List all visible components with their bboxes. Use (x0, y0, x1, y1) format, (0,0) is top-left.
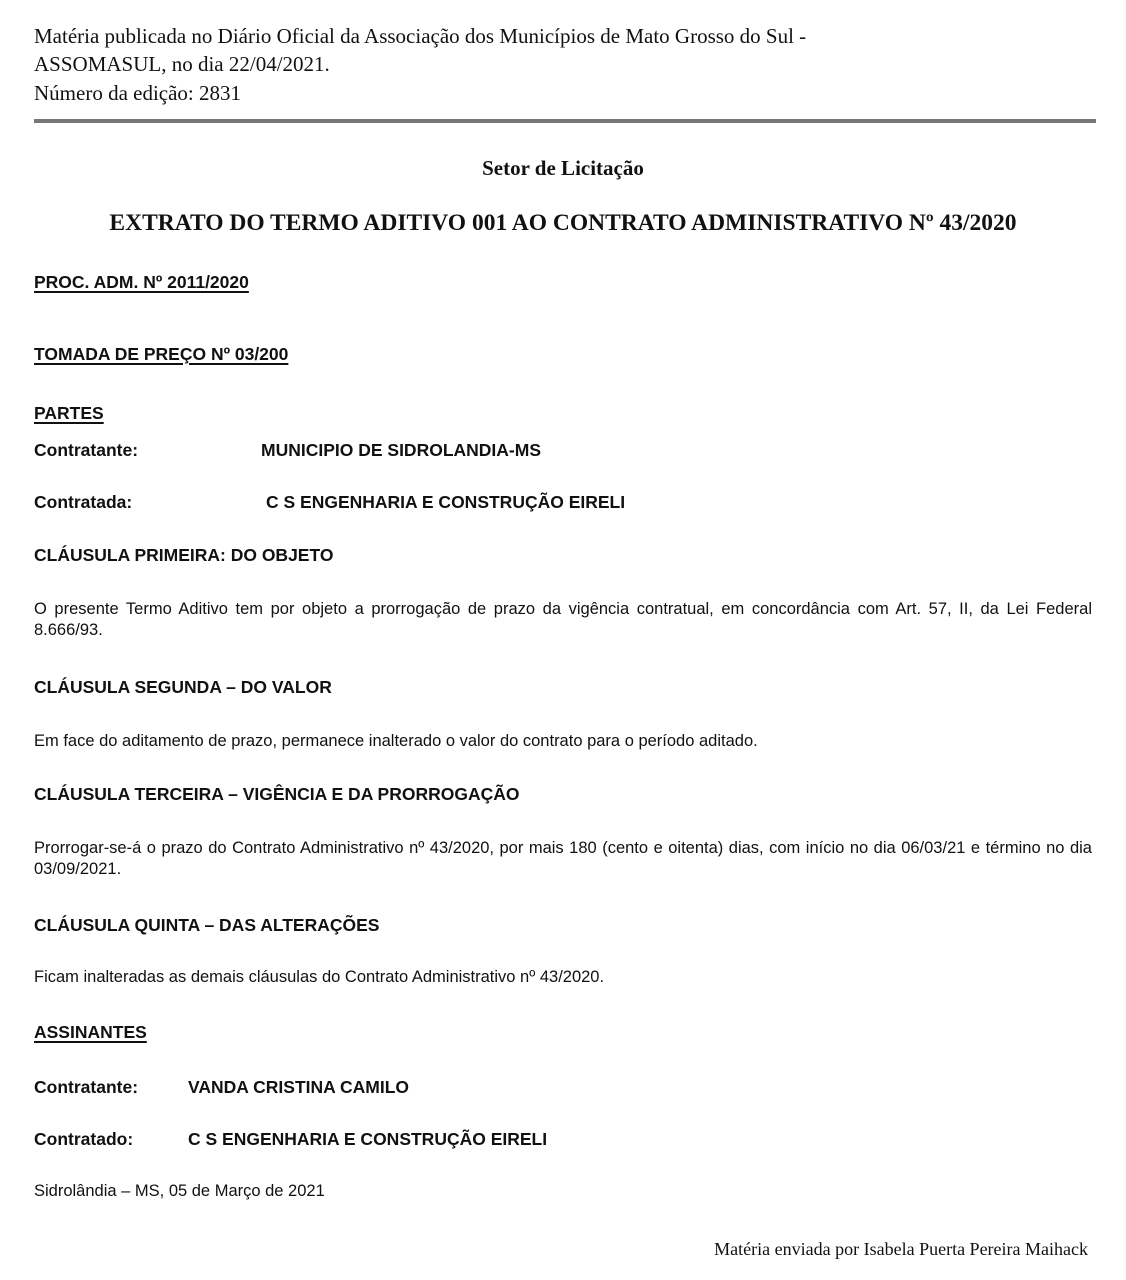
assinantes-contratado-label: Contratado: (34, 1129, 134, 1149)
sector-title: Setor de Licitação (482, 156, 644, 180)
partes-contratada-value: C S ENGENHARIA E CONSTRUÇÃO EIRELI (266, 492, 626, 512)
place-and-date: Sidrolândia – MS, 05 de Março de 2021 (34, 1182, 325, 1200)
tomada-preco-heading: TOMADA DE PREÇO Nº 03/200 (34, 344, 289, 364)
assinantes-contratante-value: VANDA CRISTINA CAMILO (188, 1077, 410, 1097)
clausula-primeira-heading: CLÁUSULA PRIMEIRA: DO OBJETO (34, 545, 334, 565)
clausula-quinta-heading: CLÁUSULA QUINTA – DAS ALTERAÇÕES (34, 915, 380, 935)
partes-contratada-label: Contratada: (34, 492, 133, 512)
clausula-terceira-text: Prorrogar-se-á o prazo do Contrato Administrativo nº 43/2020, por mais 180 (cento e oitenta) dias, com início no dia 06/03/21 e término no dia 03/09/2021. (34, 839, 1092, 878)
edition-number: Número da edição: 2831 (34, 81, 242, 105)
clausula-terceira-heading: CLÁUSULA TERCEIRA – VIGÊNCIA E DA PRORROGAÇÃO (34, 784, 520, 804)
partes-contratante-label: Contratante: (34, 440, 139, 460)
clausula-quinta-text: Ficam inalteradas as demais cláusulas do Contrato Administrativo nº 43/2020. (34, 968, 605, 986)
assinantes-contratado-value: C S ENGENHARIA E CONSTRUÇÃO EIRELI (188, 1129, 548, 1149)
proc-adm-heading: PROC. ADM. Nº 2011/2020 (34, 272, 249, 292)
clausula-segunda-text: Em face do aditamento de prazo, permanece inalterado o valor do contrato para o período aditado. (34, 732, 758, 750)
publication-header-line-1: Matéria publicada no Diário Oficial da Associação dos Municípios de Mato Grosso do Sul - (34, 24, 807, 48)
clausula-segunda-heading: CLÁUSULA SEGUNDA – DO VALOR (34, 677, 332, 697)
assinantes-heading: ASSINANTES (34, 1022, 147, 1042)
header-divider (34, 119, 1096, 123)
partes-heading: PARTES (34, 403, 104, 423)
document-title: EXTRATO DO TERMO ADITIVO 001 AO CONTRATO ADMINISTRATIVO Nº 43/2020 (109, 210, 1017, 236)
partes-contratante-value: MUNICIPIO DE SIDROLANDIA-MS (261, 440, 541, 460)
publication-header-line-2: ASSOMASUL, no dia 22/04/2021. (34, 52, 330, 76)
clausula-primeira-text: O presente Termo Aditivo tem por objeto a prorrogação de prazo da vigência contratual, em concordância com Art. 57, II, da Lei Federal 8.666/93. (34, 600, 1092, 639)
assinantes-contratante-label: Contratante: (34, 1077, 139, 1097)
sender-footer: Matéria enviada por Isabela Puerta Pereira Maihack (714, 1239, 1088, 1259)
